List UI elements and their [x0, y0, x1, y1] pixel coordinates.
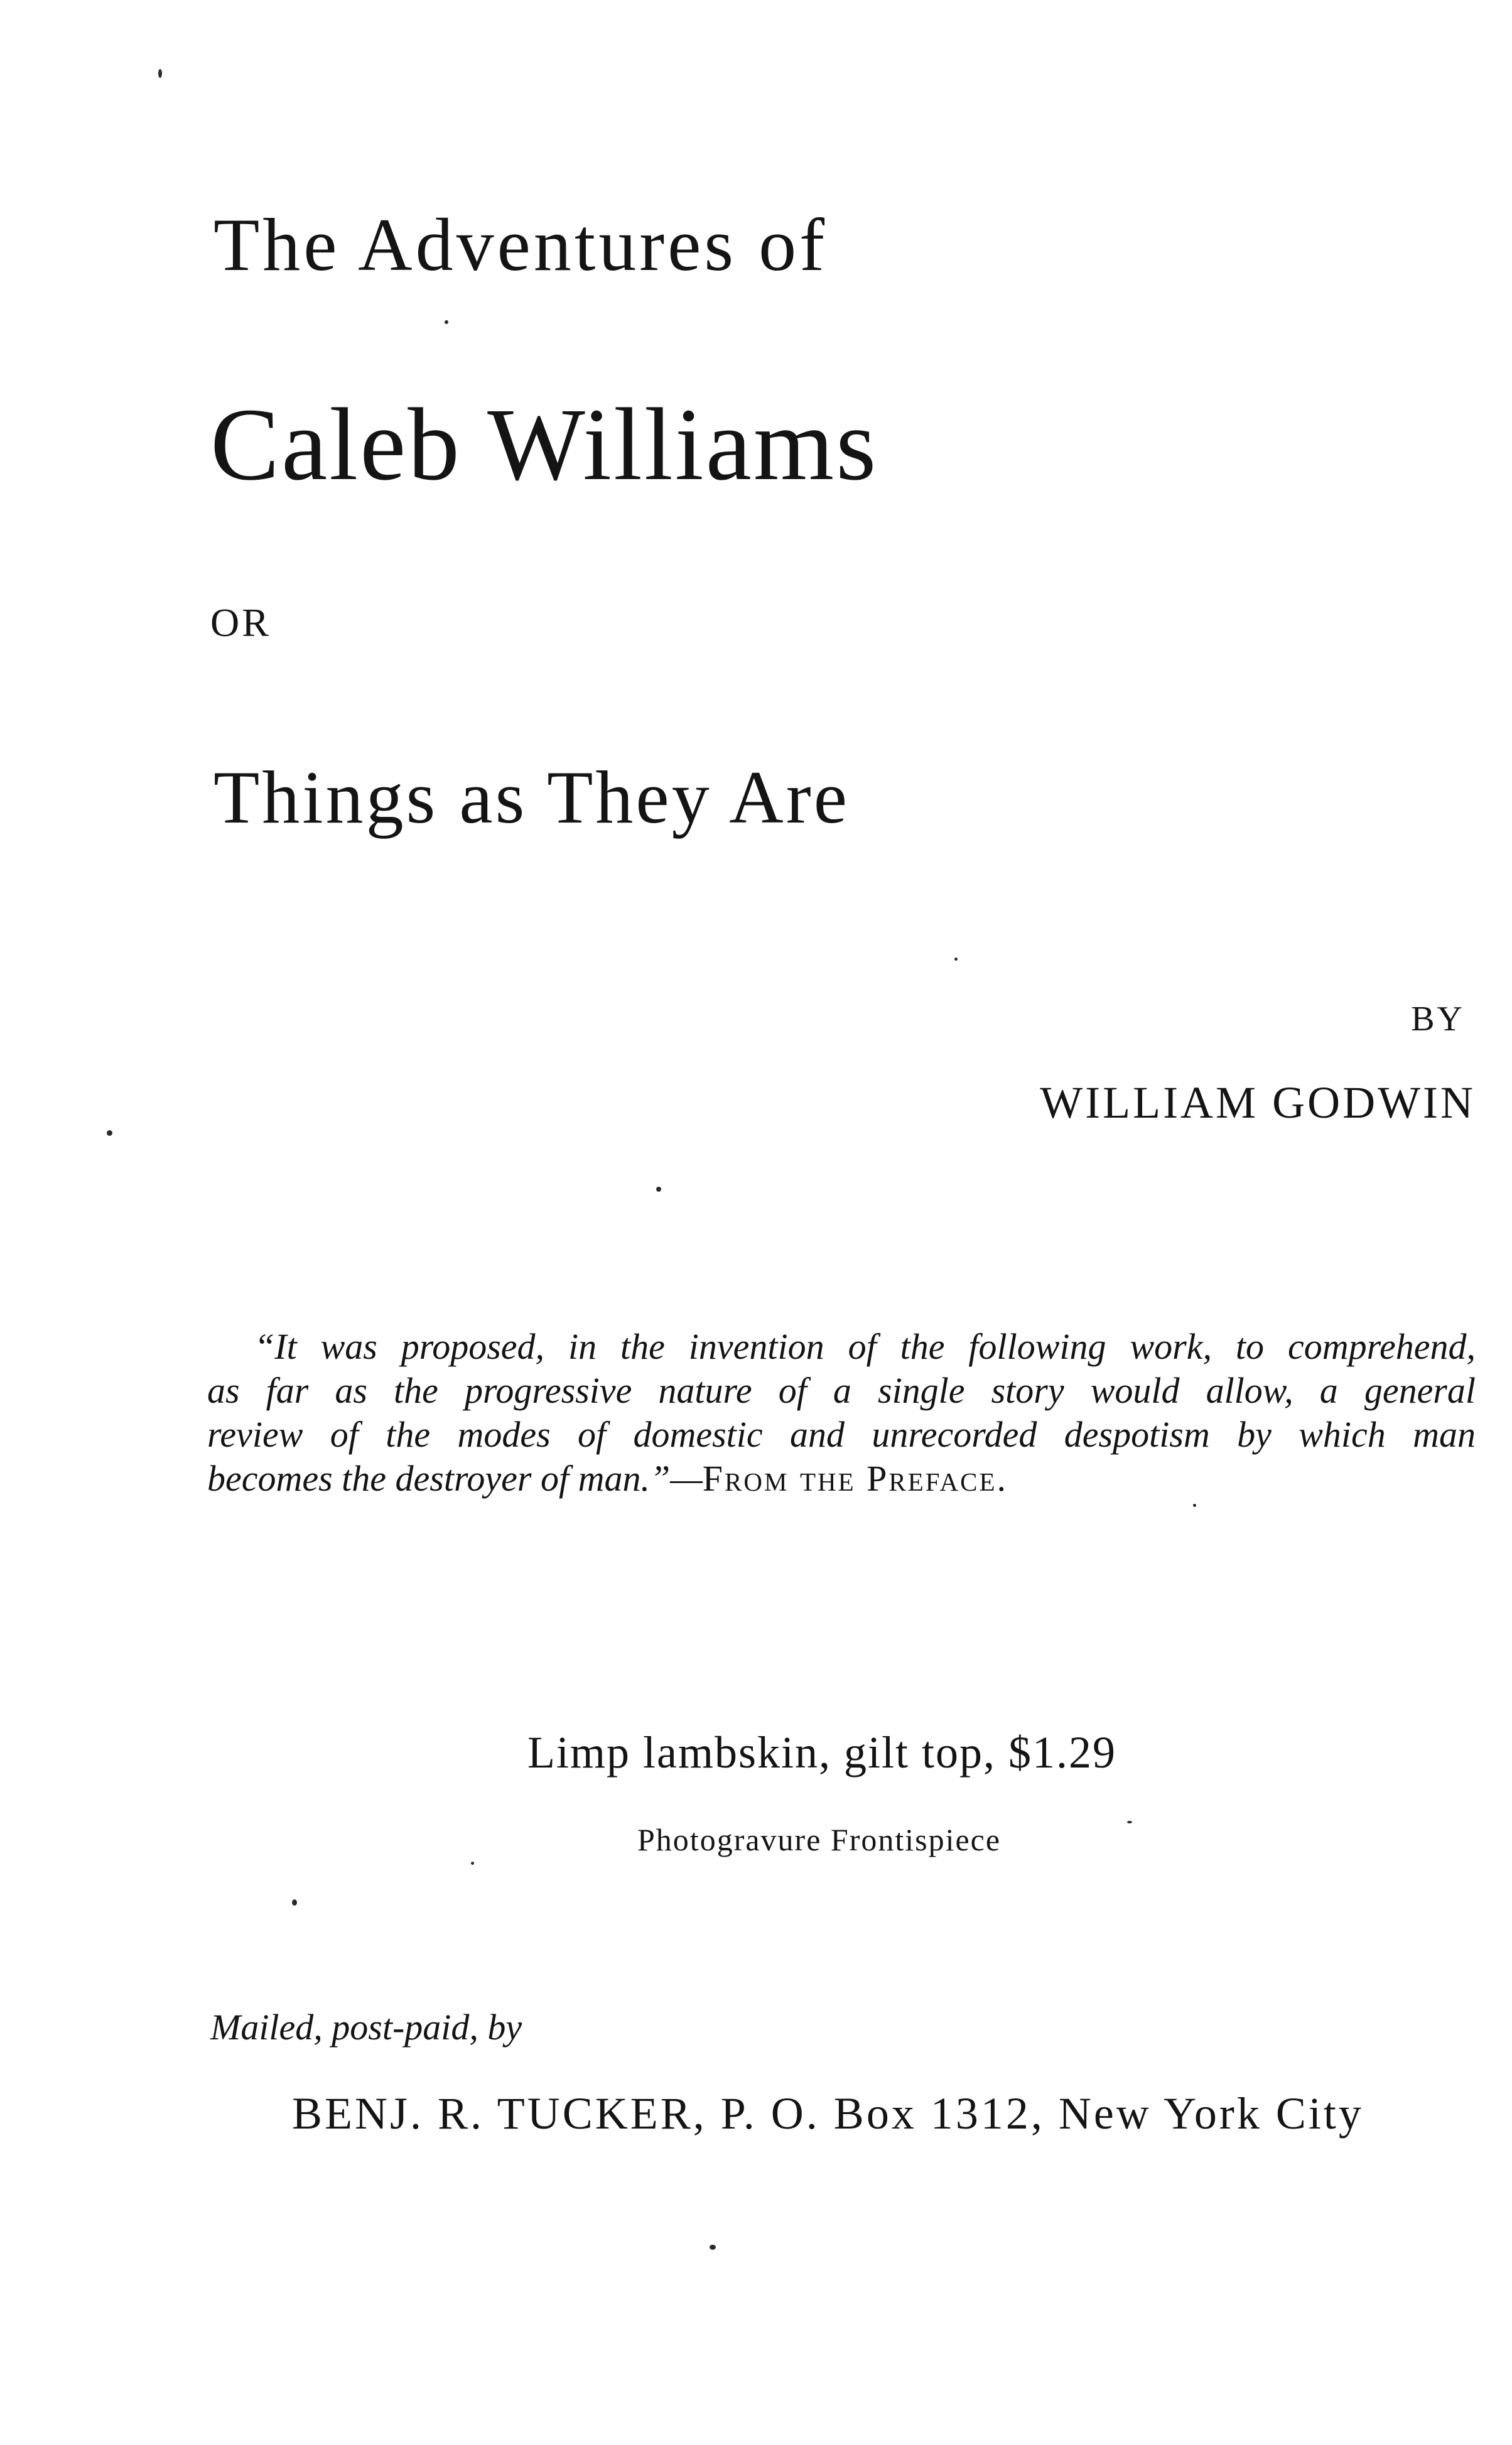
publisher-address: BENJ. R. TUCKER, P. O. Box 1312, New York City	[292, 2088, 1364, 2139]
scan-speck	[710, 2245, 716, 2250]
title-subtitle: Things as They Are	[213, 755, 850, 839]
scan-speck	[1193, 1504, 1196, 1507]
edition-frontispiece: Photogravure Frontispiece	[637, 1822, 1002, 1857]
mailed-note: Mailed, post-paid, by	[210, 2007, 522, 2048]
byline-by: BY	[1411, 1000, 1465, 1039]
author-name: WILLIAM GODWIN	[1040, 1077, 1476, 1128]
title-line-1: The Adventures of	[213, 203, 828, 286]
scan-speck	[107, 1130, 112, 1136]
epigraph-line: review of the modes of domestic and unrecorded despotism by which man	[207, 1414, 1476, 1455]
scan-speck	[158, 69, 162, 78]
epigraph-last-line	[207, 1457, 1476, 1501]
epigraph-line: “It was proposed, in the invention of the following work, to comprehend,	[254, 1326, 1476, 1367]
title-or: OR	[210, 600, 271, 645]
scan-speck	[656, 1187, 661, 1192]
epigraph-line: as far as the progressive nature of a single story would allow, a general	[207, 1370, 1476, 1411]
epigraph-source: From the Preface.	[702, 1458, 1008, 1499]
epigraph-quote	[207, 1325, 1476, 1501]
scan-speck	[292, 1899, 297, 1906]
title-main: Caleb Williams	[210, 387, 878, 502]
scan-speck	[471, 1862, 474, 1865]
scan-speck	[954, 958, 958, 961]
edition-price: Limp lambskin, gilt top, $1.29	[527, 1727, 1116, 1778]
scan-speck	[445, 320, 448, 324]
epigraph-line-text: becomes the destroyer of man.”—	[207, 1458, 703, 1499]
scan-speck	[1127, 1821, 1132, 1823]
